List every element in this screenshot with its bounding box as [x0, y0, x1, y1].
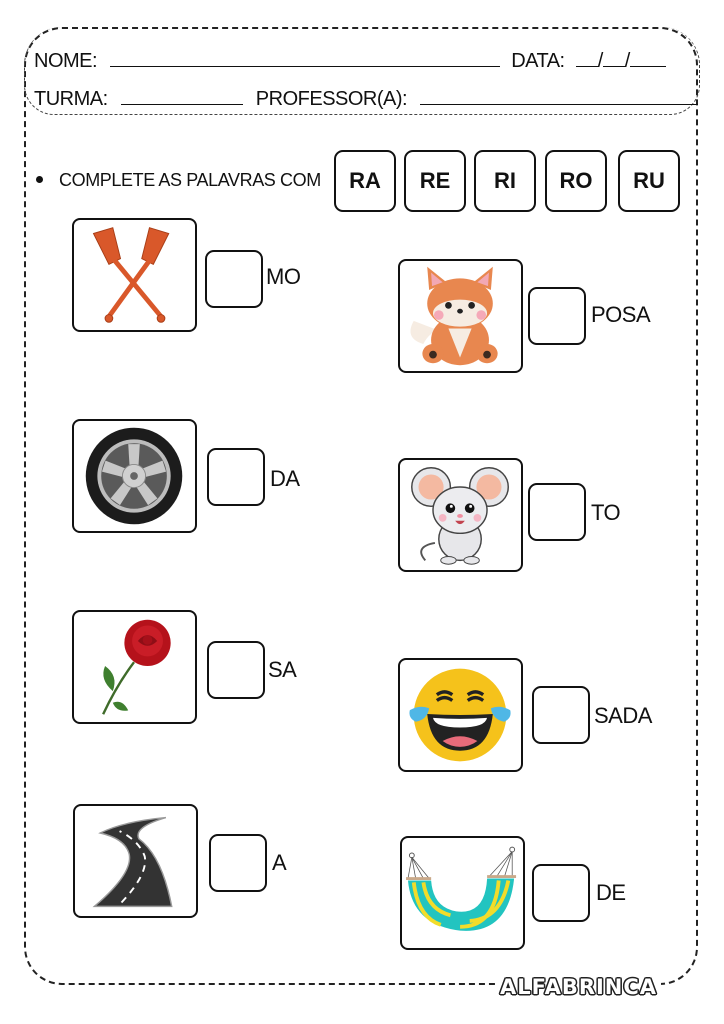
- date-year-field[interactable]: [630, 48, 666, 67]
- class-label: TURMA:: [34, 88, 108, 110]
- bullet-icon: [36, 176, 43, 183]
- answer-box-1[interactable]: [205, 250, 263, 308]
- instruction-text: COMPLETE AS PALAVRAS COM: [59, 170, 321, 190]
- answer-box-2[interactable]: [528, 287, 586, 345]
- oars-icon: [74, 220, 195, 330]
- syllable-ra: RA: [334, 150, 396, 212]
- class-field[interactable]: [121, 86, 243, 105]
- syllable-ro: RO: [545, 150, 607, 212]
- laughing-emoji-icon: [400, 660, 521, 770]
- wheel-icon: [74, 421, 195, 531]
- answer-box-7[interactable]: [209, 834, 267, 892]
- brand-logo: ALFABRINCA: [496, 975, 661, 999]
- answer-box-5[interactable]: [207, 641, 265, 699]
- road-picture: [73, 804, 198, 918]
- answer-box-4[interactable]: [528, 483, 586, 541]
- name-label: NOME:: [34, 50, 98, 72]
- rose-icon: [74, 612, 195, 722]
- word-ending-7: A: [272, 850, 287, 875]
- word-ending-5: SA: [268, 657, 297, 682]
- fox-icon: [400, 261, 521, 371]
- word-ending-3: DA: [270, 466, 300, 491]
- word-ending-6: SADA: [594, 703, 652, 728]
- answer-box-6[interactable]: [532, 686, 590, 744]
- mouse-icon: [400, 460, 521, 570]
- syllable-ru: RU: [618, 150, 680, 212]
- name-field[interactable]: [110, 48, 500, 67]
- wheel-picture: [72, 419, 197, 533]
- rose-picture: [72, 610, 197, 724]
- mouse-picture: [398, 458, 523, 572]
- hammock-icon: [402, 838, 523, 948]
- date-separator: /: [624, 50, 630, 72]
- road-icon: [75, 806, 196, 916]
- teacher-label: PROFESSOR(A):: [255, 88, 408, 110]
- word-ending-4: TO: [591, 500, 621, 525]
- laughing-emoji-picture: [398, 658, 523, 772]
- answer-box-3[interactable]: [207, 448, 265, 506]
- date-separator: /: [597, 50, 603, 72]
- hammock-picture: [400, 836, 525, 950]
- date-day-field[interactable]: [576, 48, 598, 67]
- date-label: DATA:: [511, 50, 565, 72]
- class-row: [34, 86, 698, 111]
- name-row: [34, 48, 666, 73]
- teacher-field[interactable]: [420, 86, 698, 105]
- answer-box-8[interactable]: [532, 864, 590, 922]
- syllable-re: RE: [404, 150, 466, 212]
- syllable-ri: RI: [474, 150, 536, 212]
- date-month-field[interactable]: [603, 48, 625, 67]
- instruction: [36, 170, 321, 191]
- oars-picture: [72, 218, 197, 332]
- fox-picture: [398, 259, 523, 373]
- word-ending-8: DE: [596, 880, 626, 905]
- word-ending-1: MO: [266, 264, 301, 289]
- word-ending-2: POSA: [591, 302, 651, 327]
